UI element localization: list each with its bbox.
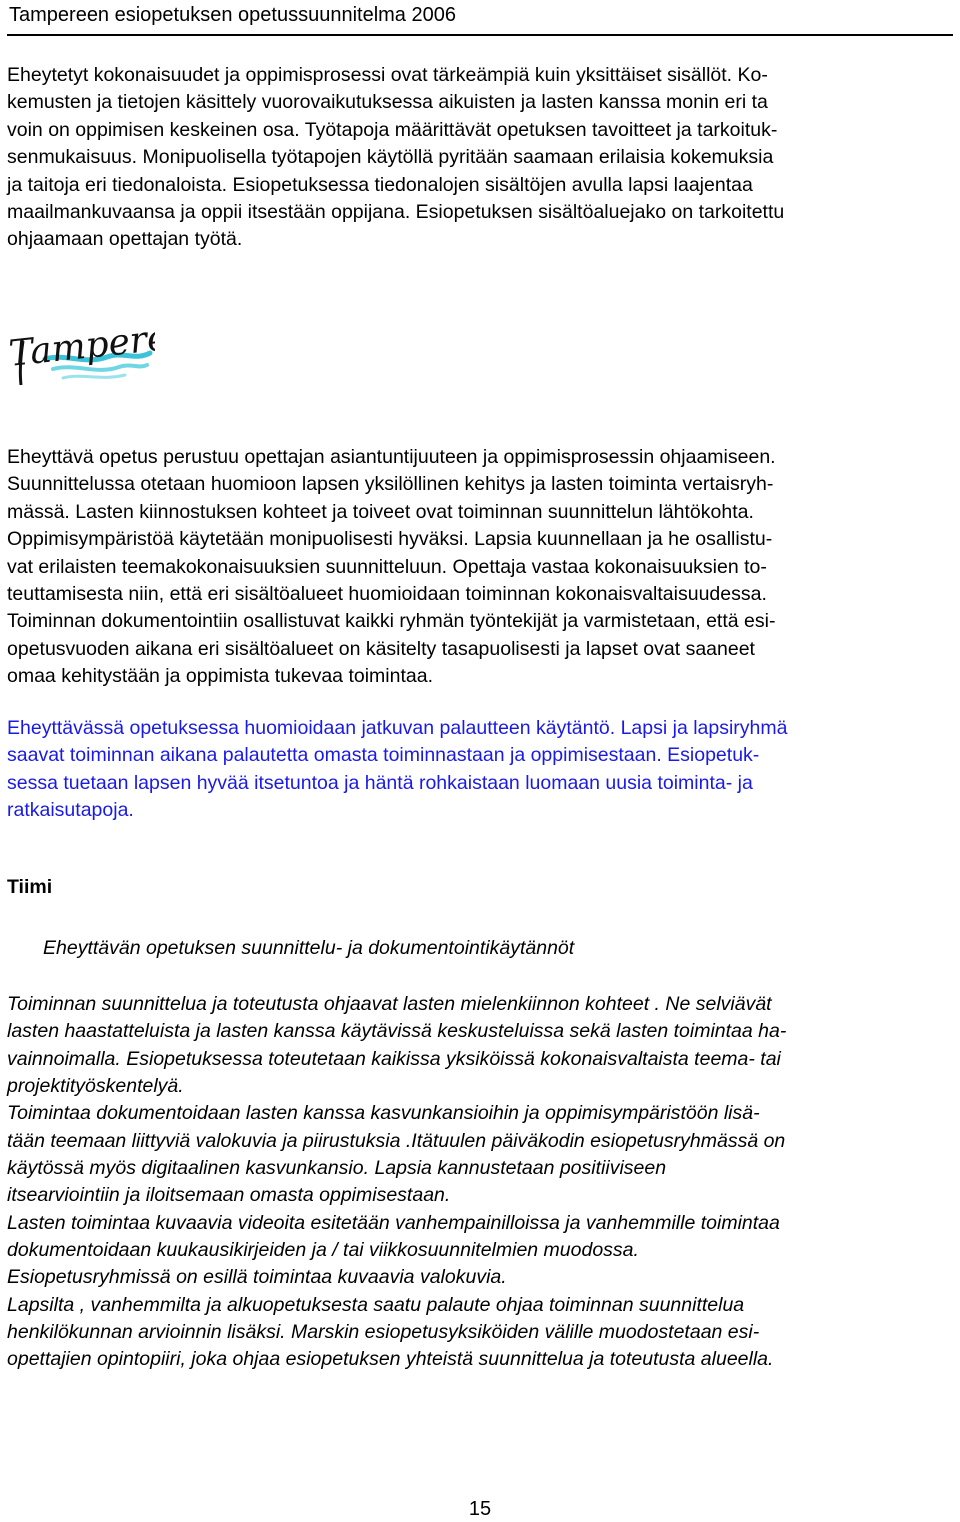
- svg-text:Tampere: Tampere: [7, 317, 155, 375]
- text-line: voin on oppimisen keskeinen osa. Työtapoja määrittävät opetuksen tavoitteet ja tarkoituk-: [7, 118, 778, 141]
- paragraph-planning-documentation: [7, 991, 960, 1374]
- text-line: opetusvuoden aikana eri sisältöalueet on käsitelty tasapuolisesti ja lapset ovat saaneet: [7, 637, 755, 660]
- tampere-logo: [5, 309, 155, 391]
- text-line: Lasten toimintaa kuvaavia videoita esitetään vanhempainilloissa ja vanhemmille toimintaa: [7, 1211, 780, 1234]
- text-line: vainnoimalla. Esiopetuksessa toteutetaan kaikissa yksiköissä kokonaisvaltaista teema- tai: [7, 1047, 781, 1070]
- text-line: omaa kehitystään ja oppimista tukevaa toimintaa.: [7, 665, 433, 688]
- text-line: ja taitoja eri tiedonaloista. Esiopetuksessa tiedonalojen sisältöjen avulla lapsi laajentaa: [7, 173, 753, 196]
- text-line: tään teemaan liittyviä valokuvia ja piirustuksia .Itätuulen päiväkodin esiopetusryhmässä on: [7, 1129, 786, 1152]
- text-line: saavat toiminnan aikana palautetta omasta toiminnastaan ja oppimisestaan. Esiopetuk-: [7, 744, 760, 767]
- text-line: teuttamisesta niin, että eri sisältöalueet huomioidaan toiminnan kokonaisvaltaisuudessa.: [7, 583, 767, 606]
- text-line: Esiopetusryhmissä on esillä toimintaa kuvaavia valokuvia.: [7, 1266, 507, 1289]
- text-line: Lapsilta , vanhemmilta ja alkuopetuksesta saatu palaute ohjaa toiminnan suunnittelua: [7, 1293, 745, 1316]
- text-line: Oppimisympäristöä käytetään monipuolisesti hyväksi. Lapsia kuunnellaan ja he osallistu-: [7, 528, 773, 551]
- text-line: senmukaisuus. Monipuolisella työtapojen käytöllä pyritään saamaan erilaisia kokemuksia: [7, 146, 774, 169]
- page-number: 15: [468, 1498, 492, 1520]
- text-line: ratkaisutapoja.: [7, 799, 134, 822]
- text-line: Toimintaa dokumentoidaan lasten kanssa kasvunkansioihin ja oppimisympäristöön lisä-: [7, 1102, 760, 1125]
- text-line: kemusten ja tietojen käsittely vuorovaikutuksessa aikuisten ja lasten kanssa monin eri ta: [7, 91, 768, 114]
- header-title: Tampereen esiopetuksen opetussuunnitelma 2006: [9, 4, 456, 26]
- paragraph-feedback: [7, 715, 960, 825]
- text-line: Toiminnan dokumentointiin osallistuvat kaikki ryhmän työntekijät ja varmistetaan, että esi-: [7, 610, 776, 633]
- text-line: ohjaamaan opettajan työtä.: [7, 228, 243, 251]
- text-line: Eheytetyt kokonaisuudet ja oppimisprosessi ovat tärkeämpiä kuin yksittäiset sisällöt. Ko-: [7, 64, 768, 86]
- section-heading-tiimi: Tiimi: [7, 876, 53, 898]
- page-header: [7, 0, 953, 36]
- text-line: Toiminnan suunnittelua ja toteutusta ohjaavat lasten mielenkiinnon kohteet . Ne selviävät: [7, 993, 772, 1015]
- tampere-logo-graphic: [5, 309, 155, 391]
- subheading-planning-documentation: Eheyttävän opetuksen suunnittelu- ja dokumentointikäytännöt: [43, 937, 575, 959]
- paragraph-integrated-learning: [7, 62, 960, 254]
- text-line: vat erilaisten teemakokonaisuuksien suunnitteluun. Opettaja vastaa kokonaisuuksien to-: [7, 555, 767, 578]
- text-line: itsearviointiin ja iloitsemaan omasta oppimisestaan.: [7, 1184, 451, 1207]
- text-line: mässä. Lasten kiinnostuksen kohteet ja toiveet ovat toiminnan suunnittelun lähtökohta.: [7, 500, 754, 523]
- text-line: käytössä myös digitaalinen kasvunkansio. Lapsia kannustetaan positiiviseen: [7, 1157, 667, 1180]
- text-line: projektityöskentelyä.: [7, 1075, 184, 1098]
- text-line: dokumentoidaan kuukausikirjeiden ja / tai viikkosuunnitelmien muodossa.: [7, 1239, 639, 1262]
- text-line: lasten haastatteluista ja lasten kanssa käytävissä keskusteluissa sekä lasten toimintaa ha-: [7, 1020, 787, 1043]
- text-line: maailmankuvaansa ja oppii itsestään oppijana. Esiopetuksen sisältöaluejako on tarkoitettu: [7, 201, 785, 224]
- text-line: opettajien opintopiiri, joka ohjaa esiopetuksen yhteistä suunnittelua ja toteutusta alueella.: [7, 1348, 774, 1371]
- text-line: Suunnittelussa otetaan huomioon lapsen yksilöllinen kehitys ja lasten toiminta vertaisryh-: [7, 473, 774, 496]
- text-line: Eheyttävässä opetuksessa huomioidaan jatkuvan palautteen käytäntö. Lapsi ja lapsiryhmä: [7, 717, 788, 739]
- text-line: sessa tuetaan lapsen hyvää itsetuntoa ja häntä rohkaistaan luomaan uusia toiminta- ja: [7, 771, 753, 794]
- paragraph-integrative-teaching: [7, 444, 960, 691]
- text-line: henkilökunnan arvioinnin lisäksi. Marskin esiopetusyksiköiden välille muodostetaan esi-: [7, 1321, 760, 1344]
- text-line: Eheyttävä opetus perustuu opettajan asiantuntijuuteen ja oppimisprosessin ohjaamiseen.: [7, 446, 776, 468]
